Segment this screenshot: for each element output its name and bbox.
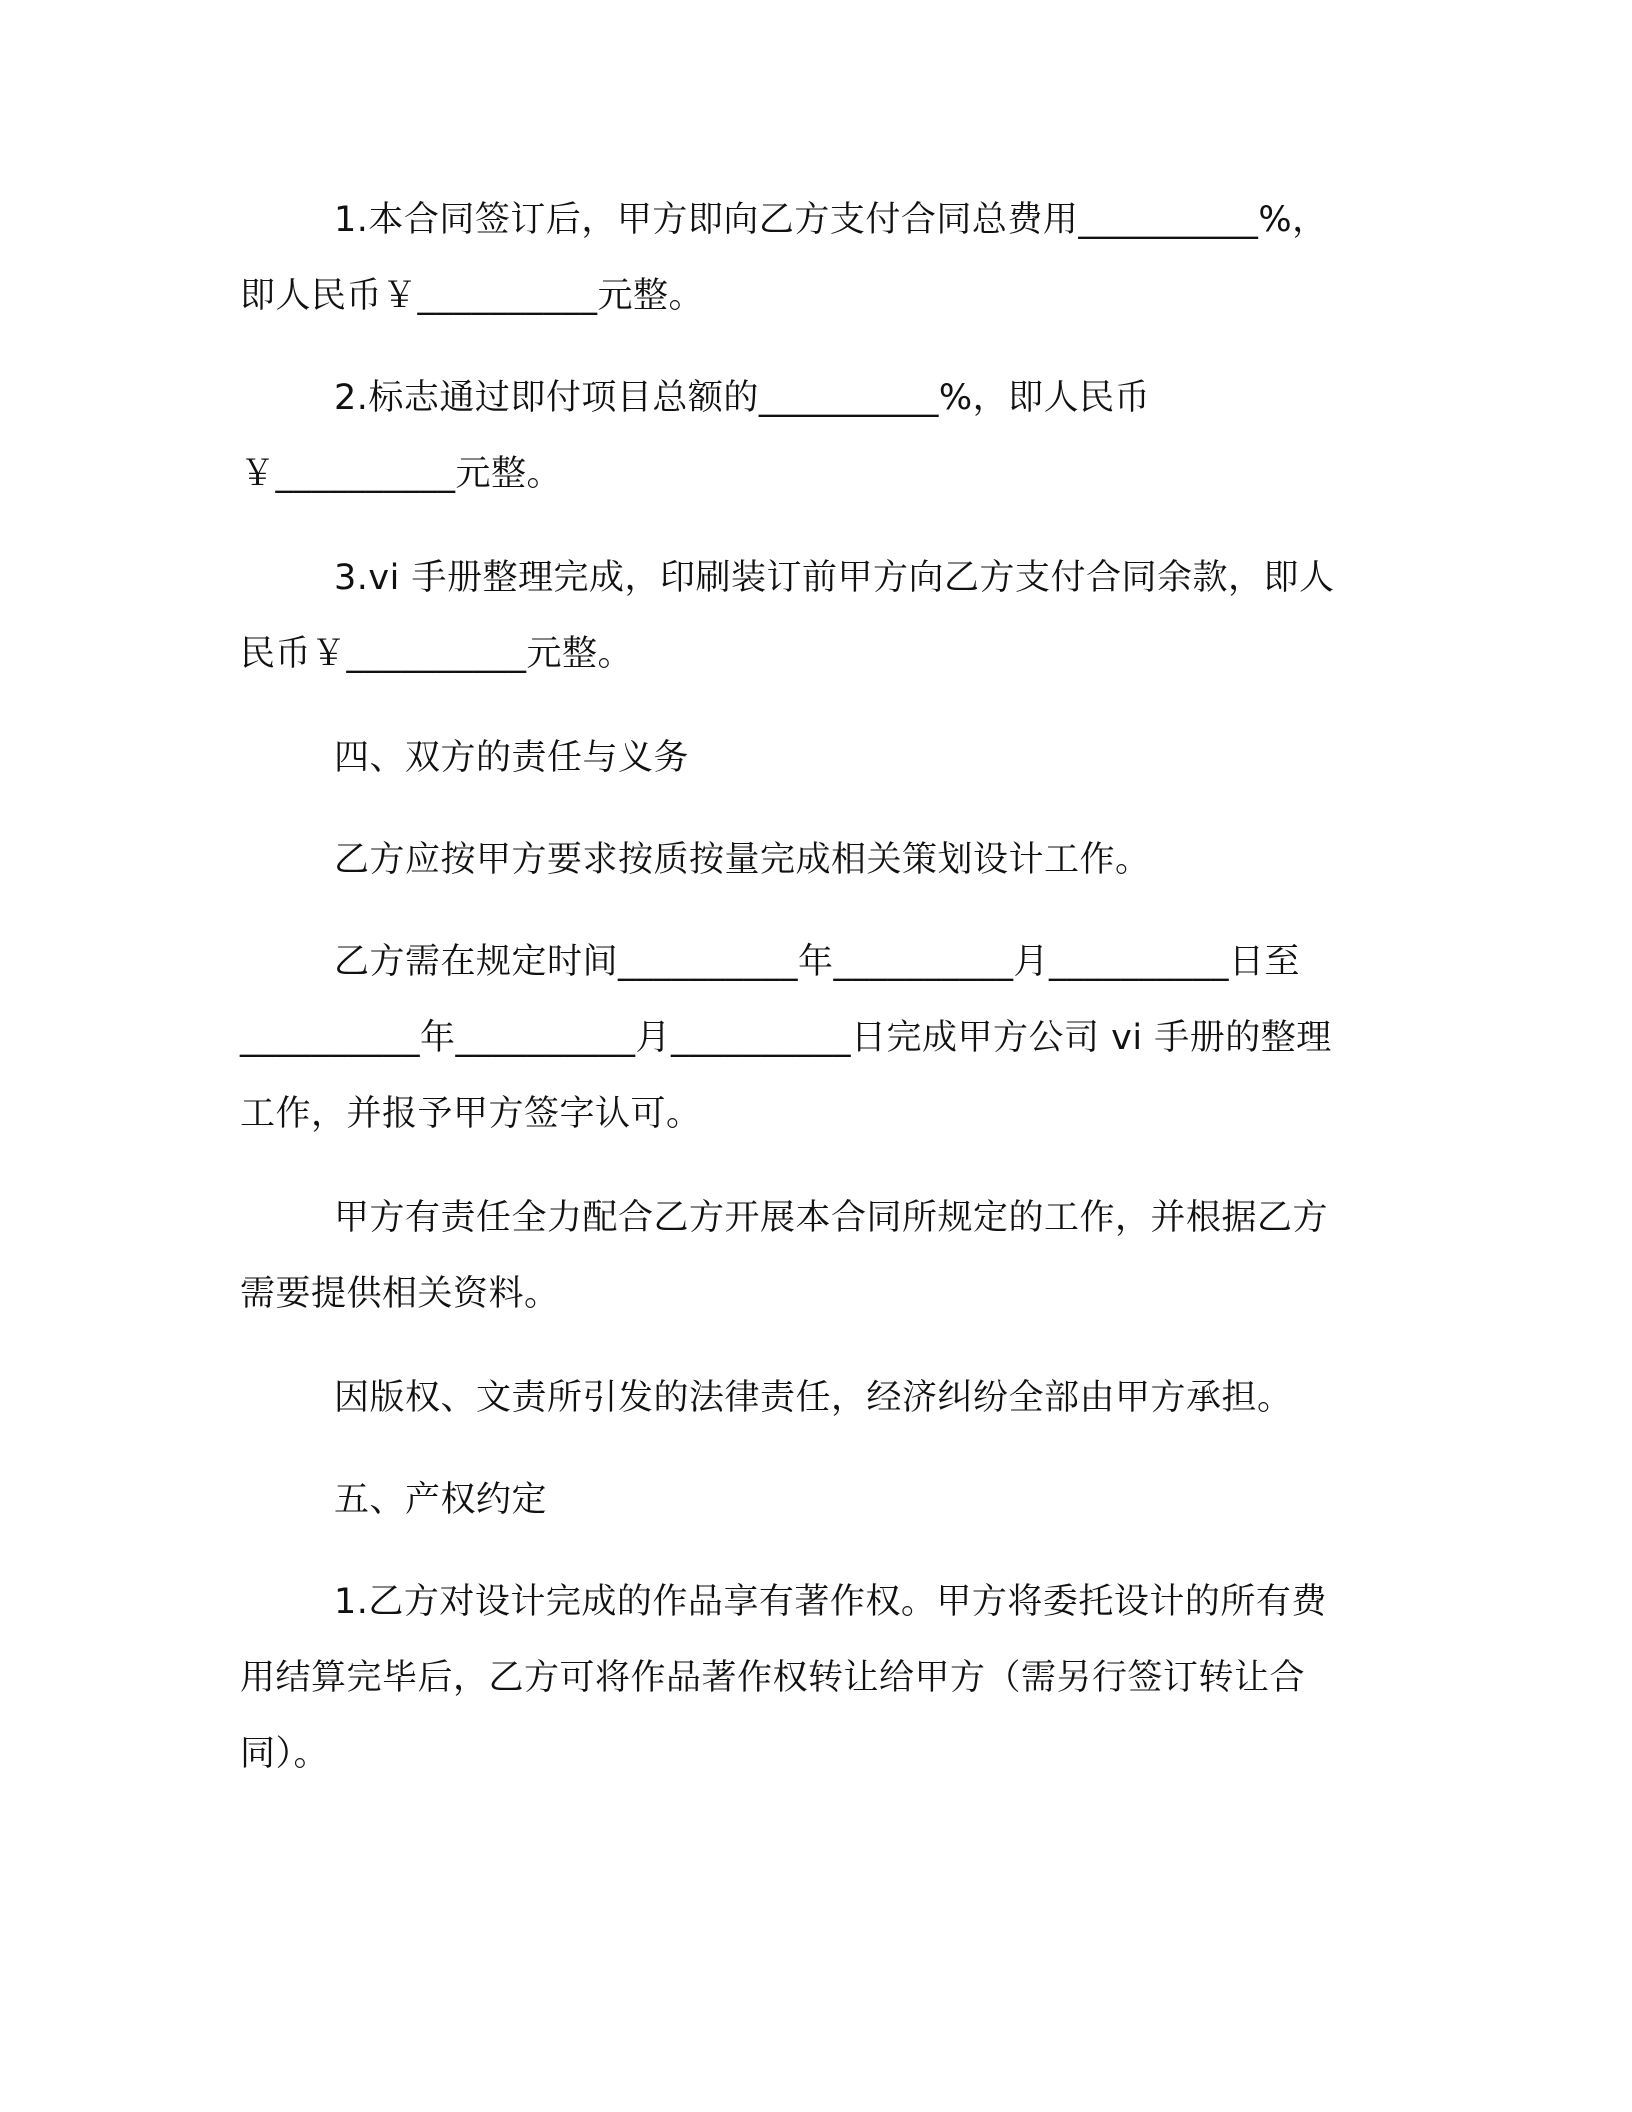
paragraph-payment-2-line-2: ￥__________元整。 bbox=[240, 454, 563, 494]
paragraph-party-a-cooperation-line-1: 甲方有责任全力配合乙方开展本合同所规定的工作，并根据乙方 bbox=[334, 1198, 1329, 1238]
paragraph-liability: 因版权、文责所引发的法律责任，经济纠纷全部由甲方承担。 bbox=[334, 1378, 1293, 1418]
paragraph-schedule-line-2: __________年__________月__________日完成甲方公司 vi 手册的整理 bbox=[240, 1018, 1332, 1058]
paragraph-payment-1-line-2: 即人民币￥__________元整。 bbox=[240, 276, 705, 316]
paragraph-party-b-quality: 乙方应按甲方要求按质按量完成相关策划设计工作。 bbox=[334, 840, 1151, 880]
paragraph-payment-1-line-1: 1.本合同签订后，甲方即向乙方支付合同总费用__________%， bbox=[334, 200, 1328, 240]
paragraph-copyright-line-2: 用结算完毕后，乙方可将作品著作权转让给甲方（需另行签订转让合 bbox=[240, 1658, 1306, 1698]
paragraph-payment-3-line-1: 3.vi 手册整理完成，印刷装订前甲方向乙方支付合同余款，即人 bbox=[334, 558, 1335, 598]
paragraph-schedule-line-3: 工作，并报予甲方签字认可。 bbox=[240, 1094, 702, 1134]
paragraph-schedule-line-1: 乙方需在规定时间__________年__________月__________日至 bbox=[334, 942, 1301, 982]
section-heading-property-rights: 五、产权约定 bbox=[334, 1480, 548, 1520]
paragraph-payment-3-line-2: 民币￥__________元整。 bbox=[240, 634, 634, 674]
paragraph-payment-2-line-1: 2.标志通过即付项目总额的__________%，即人民币 bbox=[334, 378, 1151, 418]
paragraph-party-a-cooperation-line-2: 需要提供相关资料。 bbox=[240, 1274, 560, 1314]
paragraph-copyright-line-1: 1.乙方对设计完成的作品享有著作权。甲方将委托设计的所有费 bbox=[334, 1582, 1327, 1622]
section-heading-responsibilities: 四、双方的责任与义务 bbox=[334, 738, 690, 778]
paragraph-copyright-line-3: 同）。 bbox=[240, 1734, 330, 1774]
